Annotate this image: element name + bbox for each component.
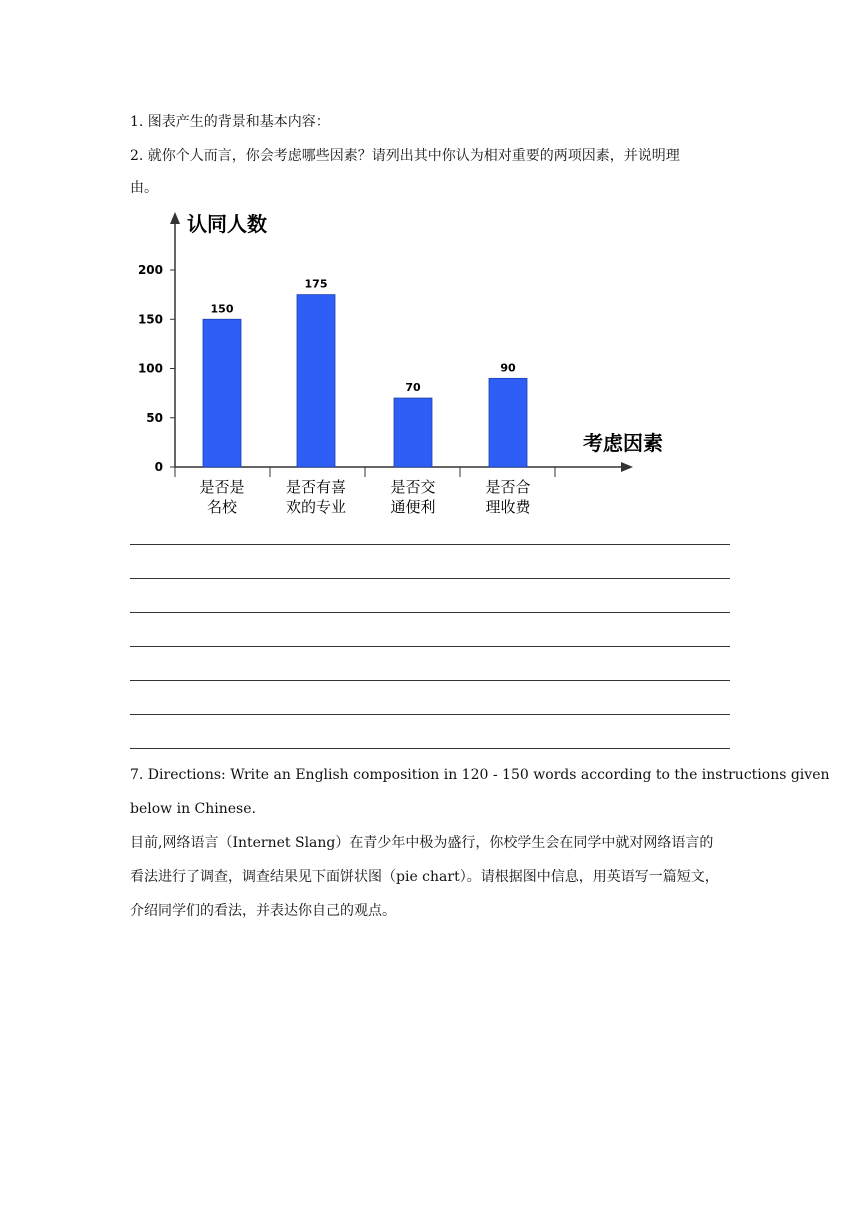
- answer-line: [130, 680, 730, 681]
- data-label: 150: [210, 302, 234, 316]
- bar-chart: [130, 200, 690, 530]
- category-label: 是否有喜: [285, 478, 347, 496]
- data-label: 90: [500, 361, 516, 375]
- section-7-line-5: 介绍同学们的看法，并表达你自己的观点。: [130, 903, 396, 919]
- bar: [394, 398, 432, 467]
- category-label: 通便利: [390, 498, 436, 516]
- section-7-line-4: 看法进行了调查，调查结果见下面饼状图（pie chart）。请根据图中信息，用英语写一篇短文，: [130, 869, 719, 885]
- question-2-line-1: 2. 就你个人而言，你会考虑哪些因素？请列出其中你认为相对重要的两项因素，并说明理: [130, 148, 680, 164]
- answer-line: [130, 544, 730, 545]
- y-tick-label: 0: [154, 460, 163, 474]
- answer-line: [130, 748, 730, 749]
- y-axis-arrow: [170, 212, 180, 224]
- category-label: 理收费: [485, 498, 531, 516]
- question-2-line-2: 由。: [130, 180, 158, 196]
- data-label: 70: [405, 381, 421, 395]
- category-label: 是否交: [390, 478, 436, 496]
- question-1: 1. 图表产生的背景和基本内容：: [130, 114, 330, 130]
- category-labels: [175, 467, 555, 516]
- bar: [489, 378, 527, 467]
- y-tick-label: 50: [146, 410, 163, 425]
- category-label: 欢的专业: [285, 498, 347, 516]
- answer-line: [130, 714, 730, 715]
- category-label: 是否是: [199, 478, 245, 496]
- section-7-line-3: 目前,网络语言（Internet Slang）在青少年中极为盛行，你校学生会在同学中就对网络语言的: [130, 835, 714, 851]
- data-label: 175: [304, 277, 328, 291]
- category-label: 是否合: [485, 478, 531, 496]
- y-ticks: [138, 263, 175, 474]
- data-labels: [211, 278, 516, 394]
- section-7-line-2: below in Chinese.: [130, 801, 256, 817]
- answer-line: [130, 578, 730, 579]
- bar: [203, 319, 241, 467]
- bar: [297, 295, 335, 467]
- y-tick-label: 100: [137, 361, 163, 376]
- section-7-line-1: 7. Directions: Write an English composition in 120 - 150 words according to the instructions given: [130, 767, 830, 783]
- y-tick-label: 200: [137, 263, 163, 277]
- answer-line: [130, 646, 730, 647]
- category-label: 名校: [206, 498, 238, 516]
- x-axis-arrow: [621, 462, 633, 472]
- y-tick-label: 150: [137, 312, 163, 327]
- y-axis-title: 认同人数: [187, 212, 267, 236]
- answer-line: [130, 612, 730, 613]
- bars: [203, 295, 527, 467]
- x-axis-title: 考虑因素: [583, 431, 663, 455]
